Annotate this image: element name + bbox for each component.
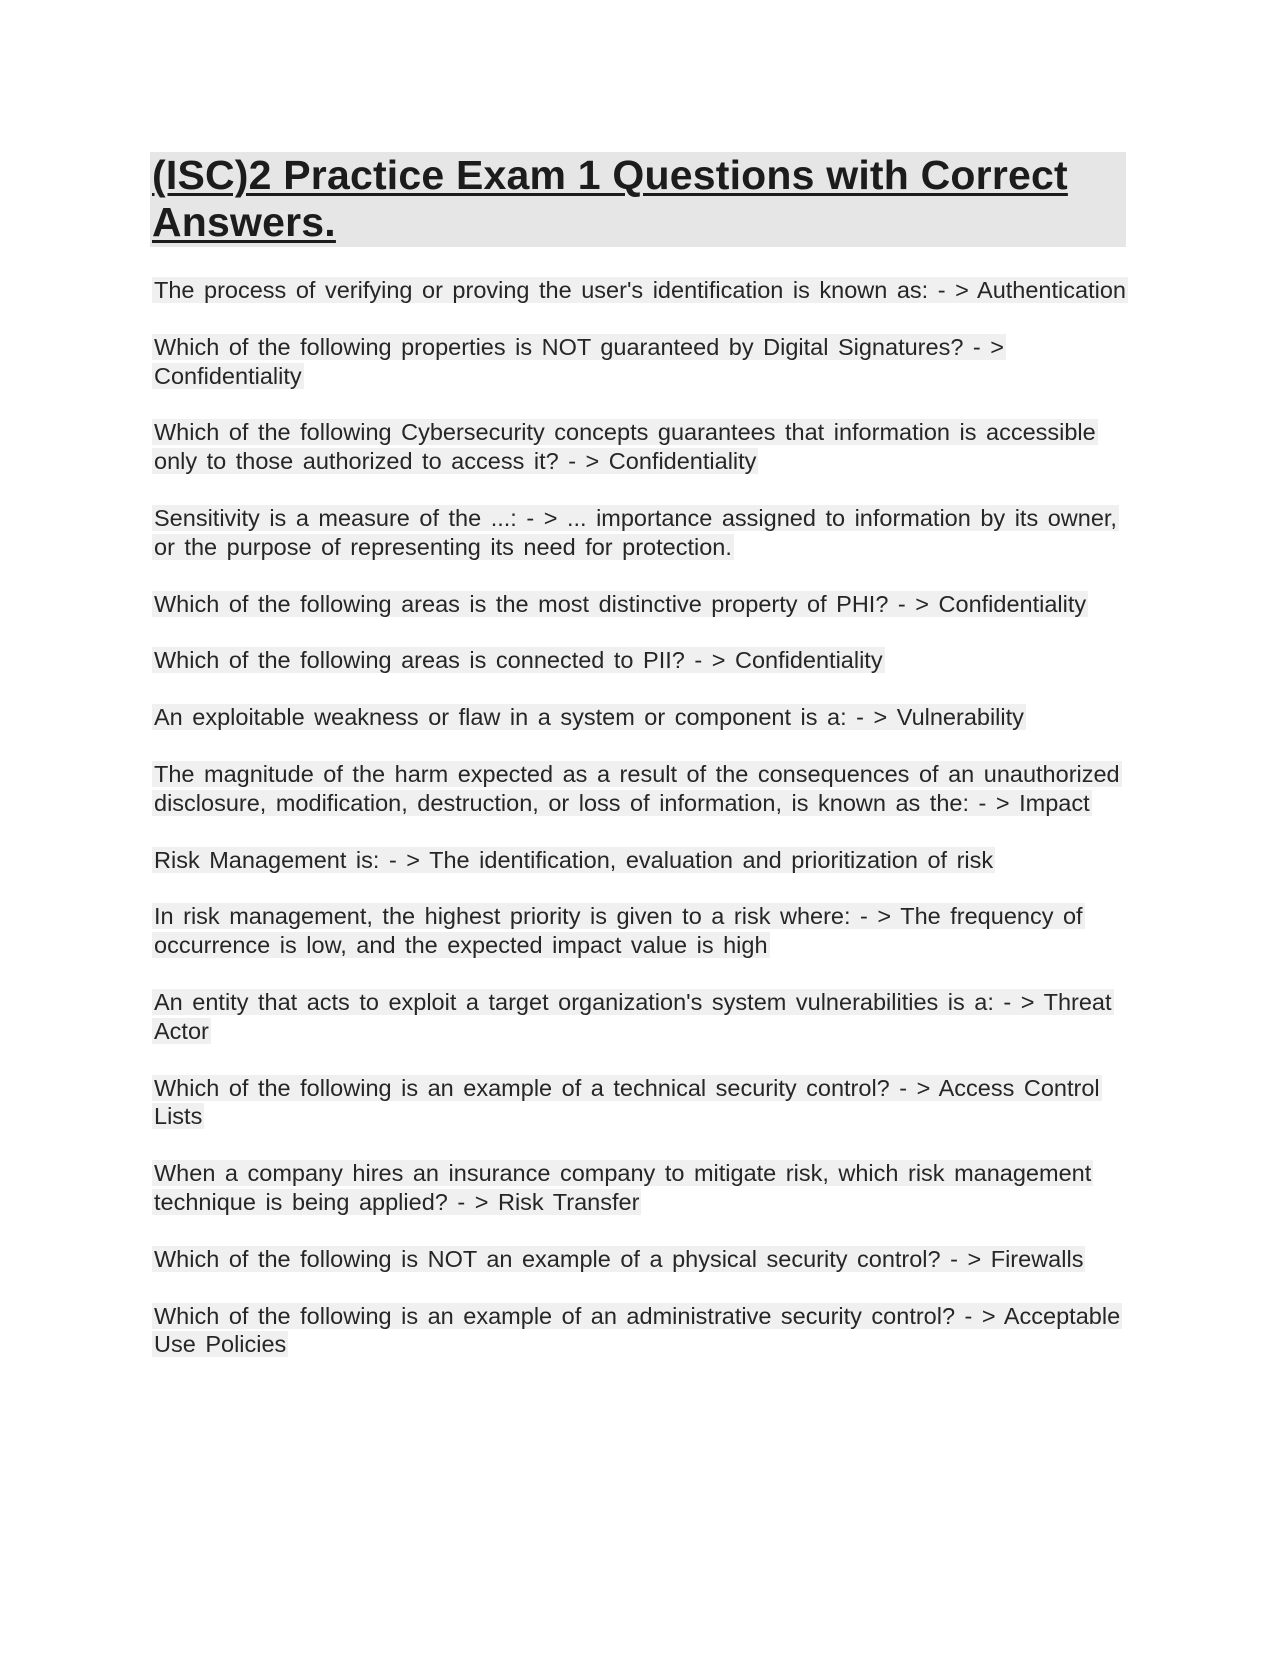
qa-text: Sensitivity is a measure of the ...: - > ... importance assigned to information by its owner, or the purpose of representing its need for protection. [154,504,1117,560]
qa-text: An exploitable weakness or flaw in a system or component is a: - > Vulnerability [154,704,1024,731]
qa-text: Which of the following properties is NOT guaranteed by Digital Signatures? - > Confidentiality [154,333,1004,389]
qa-item [152,988,1132,1046]
qa-item [152,276,1132,305]
qa-text: Which of the following Cybersecurity concepts guarantees that information is accessible only to those authorized to access it? - > Confidentiality [154,419,1096,475]
qa-text: Which of the following is NOT an example of a physical security control? - > Firewalls [154,1245,1084,1272]
qa-item [152,760,1132,818]
qa-item [152,333,1132,391]
qa-item [152,1302,1132,1360]
title-block [150,152,1126,247]
qa-item [152,646,1132,675]
page-title: (ISC)2 Practice Exam 1 Questions with Correct Answers. [152,152,1068,245]
qa-item [152,1074,1132,1132]
qa-item [152,418,1132,476]
qa-text: Which of the following areas is connected to PII? - > Confidentiality [154,647,883,674]
qa-list [152,276,1132,1387]
qa-text: The process of verifying or proving the user's identification is known as: - > Authentication [154,277,1126,303]
qa-text: In risk management, the highest priority is given to a risk where: - > The frequency of occurrence is low, and the expected impact value is high [154,903,1083,959]
qa-text: Which of the following is an example of a technical security control? - > Access Control Lists [154,1074,1100,1130]
qa-item [152,1245,1132,1274]
qa-item [152,902,1132,960]
qa-text: When a company hires an insurance company to mitigate risk, which risk management technique is being applied? - > Risk Transfer [154,1160,1092,1215]
qa-text: Which of the following is an example of an administrative security control? - > Acceptable Use Policies [154,1302,1121,1358]
qa-text: Risk Management is: - > The identification, evaluation and prioritization of risk [154,846,994,873]
qa-item [152,1159,1132,1217]
qa-text: The magnitude of the harm expected as a result of the consequences of an unauthorized disclosure, modification, destruction, or loss of information, is known as the: - > Impact [154,760,1120,816]
qa-item [152,504,1132,562]
qa-item [152,846,1132,875]
qa-text: Which of the following areas is the most distinctive property of PHI? - > Confidentiality [154,590,1087,617]
qa-item [152,703,1132,732]
qa-item [152,590,1132,619]
qa-text: An entity that acts to exploit a target organization's system vulnerabilities is a: - > Threat Actor [154,988,1112,1044]
